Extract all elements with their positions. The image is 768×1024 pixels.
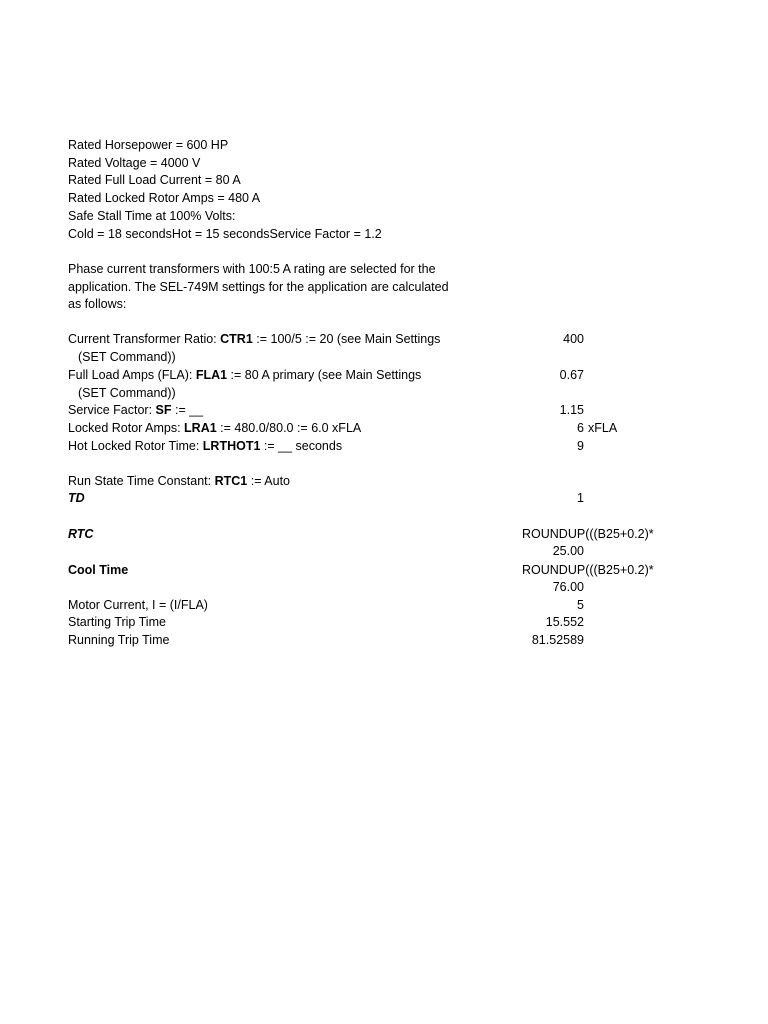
lra-suffix: := 480.0/80.0 := 6.0 xFLA: [216, 421, 362, 435]
rtc-suffix: := Auto: [247, 474, 291, 488]
cool-time-label: Cool Time: [68, 563, 129, 577]
rtc-label: RTC: [68, 527, 94, 541]
lrt-prefix: Hot Locked Rotor Time:: [68, 439, 203, 453]
lra-setting-row: [68, 420, 361, 437]
cold-hot-service-factor: Cold = 18 secondsHot = 15 secondsService Factor = 1.2: [68, 227, 382, 241]
rtc-setting-row: [68, 473, 290, 490]
fla-value: 0.67: [559, 368, 584, 382]
cool-time-formula: ROUNDUP(((B25+0.2)*: [522, 563, 654, 577]
sf-value: 1.15: [559, 403, 584, 417]
td-value: 1: [577, 491, 584, 505]
cool-time-value: 76.00: [552, 580, 584, 594]
sf-prefix: Service Factor:: [68, 403, 156, 417]
lra-value: 6: [577, 421, 584, 435]
paragraph-line-1: Phase current transformers with 100:5 A rating are selected for the: [68, 262, 436, 276]
paragraph-line-3: as follows:: [68, 297, 127, 311]
lrt-suffix: := __ seconds: [260, 439, 343, 453]
rtc-prefix: Run State Time Constant:: [68, 474, 215, 488]
fla-setting-row: [68, 367, 421, 384]
rated-horsepower: Rated Horsepower = 600 HP: [68, 138, 229, 152]
rtc-name: RTC1: [214, 474, 248, 488]
fla-suffix: := 80 A primary (see Main Settings: [227, 368, 422, 382]
ctr-name: CTR1: [220, 332, 253, 346]
ctr-value: 400: [563, 332, 584, 346]
lra-unit: xFLA: [588, 421, 618, 435]
rated-full-load-current: Rated Full Load Current = 80 A: [68, 173, 241, 187]
rated-voltage: Rated Voltage = 4000 V: [68, 156, 201, 170]
sf-suffix: := __: [171, 403, 204, 417]
ctr-setting-row: [68, 331, 440, 348]
fla-prefix: Full Load Amps (FLA):: [68, 368, 196, 382]
rtc-value: 25.00: [552, 544, 584, 558]
safe-stall-time: Safe Stall Time at 100% Volts:: [68, 209, 236, 223]
sf-setting-row: [68, 402, 203, 419]
lra-prefix: Locked Rotor Amps:: [68, 421, 185, 435]
fla-continuation: (SET Command)): [78, 386, 176, 400]
lrt-setting-row: [68, 438, 342, 455]
ctr-prefix: Current Transformer Ratio:: [68, 332, 221, 346]
rated-locked-rotor-amps: Rated Locked Rotor Amps = 480 A: [68, 191, 261, 205]
motor-current-label: Motor Current, I = (I/FLA): [68, 598, 208, 612]
ctr-suffix: := 100/5 := 20 (see Main Settings: [252, 332, 441, 346]
sf-name: SF: [155, 403, 172, 417]
fla-name: FLA1: [195, 368, 228, 382]
motor-current-value: 5: [577, 598, 584, 612]
ctr-continuation: (SET Command)): [78, 350, 176, 364]
lra-name: LRA1: [184, 421, 217, 435]
rtc-formula: ROUNDUP(((B25+0.2)*: [522, 527, 654, 541]
starting-trip-time-label: Starting Trip Time: [68, 615, 166, 629]
td-label: TD: [68, 491, 85, 505]
starting-trip-time-value: 15.552: [545, 615, 584, 629]
running-trip-time-value: 81.52589: [531, 633, 584, 647]
lrt-value: 9: [577, 439, 584, 453]
paragraph-line-2: application. The SEL-749M settings for the application are calculated: [68, 280, 449, 294]
running-trip-time-label: Running Trip Time: [68, 633, 170, 647]
lrt-name: LRTHOT1: [202, 439, 261, 453]
